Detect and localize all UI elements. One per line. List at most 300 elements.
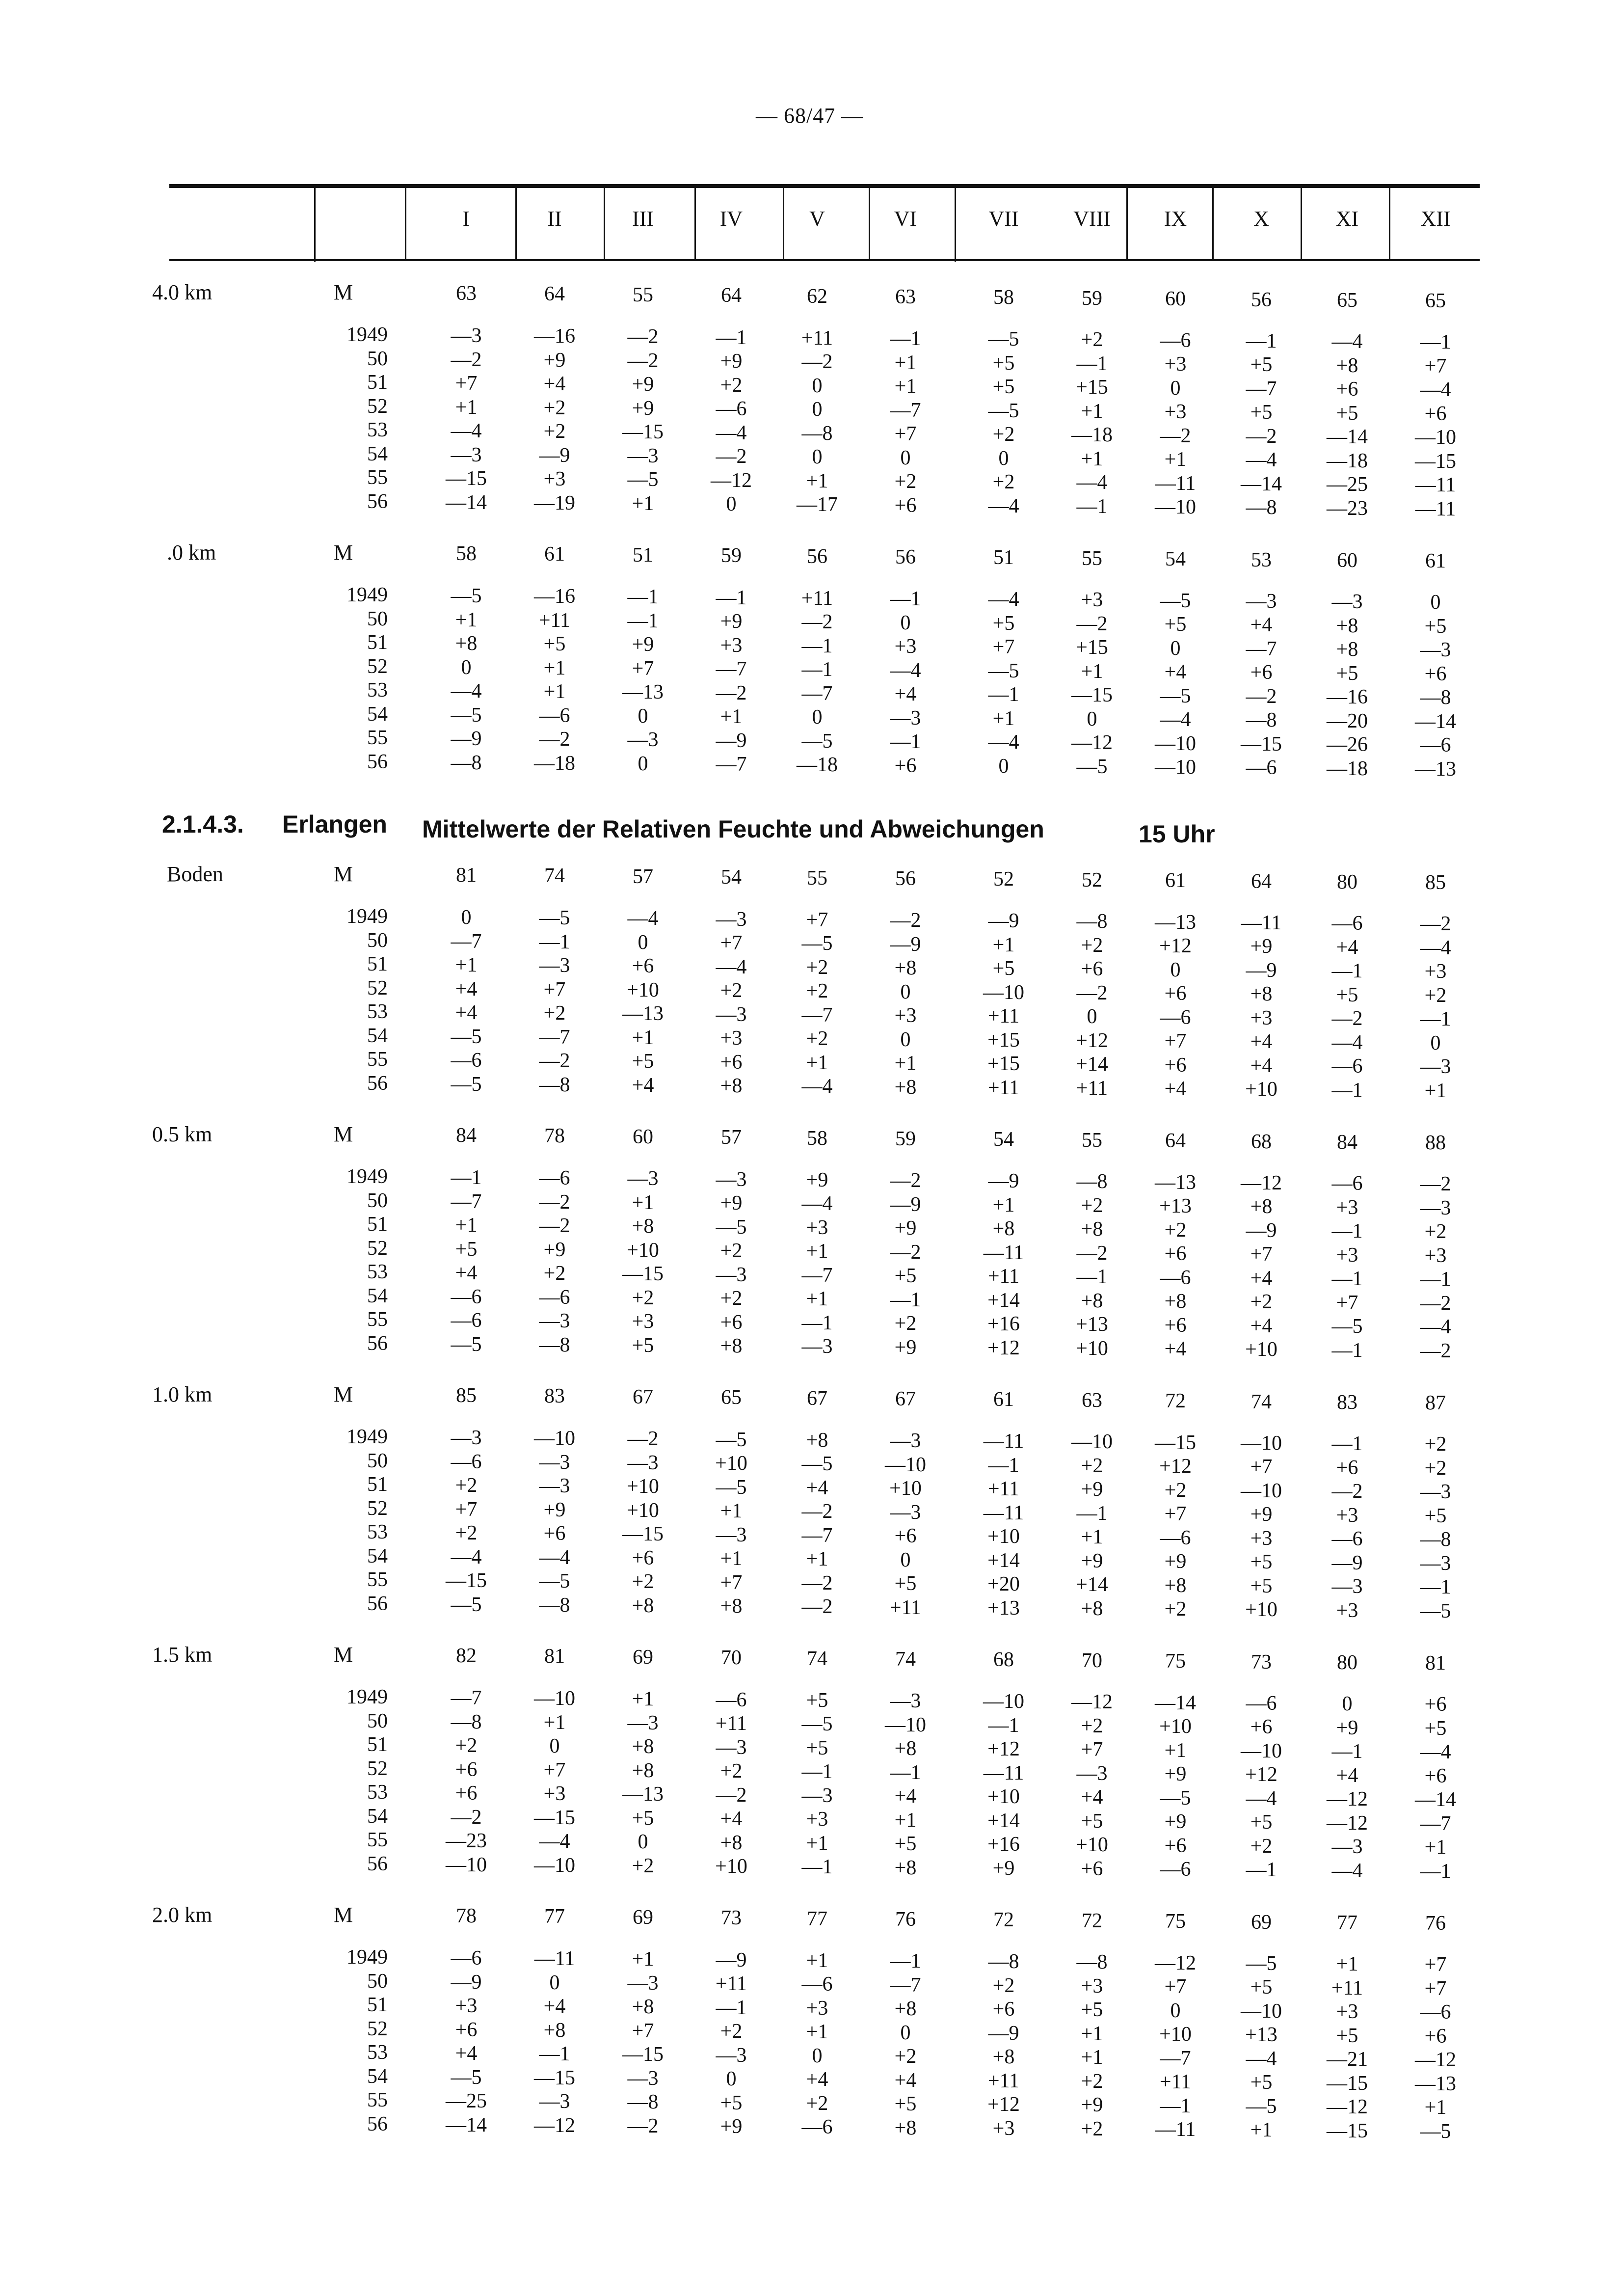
deviation-cell: —14: [1241, 472, 1282, 495]
deviation-cell: —11: [1155, 472, 1196, 495]
deviation-cell: +2: [1424, 984, 1447, 1007]
deviation-cell: +12: [987, 1738, 1020, 1761]
deviation-cell: —14: [1155, 1691, 1196, 1714]
year-label: 1949: [346, 324, 388, 346]
deviation-cell: +5: [894, 1265, 917, 1287]
deviation-cell: 0: [1342, 1693, 1353, 1715]
deviation-cell: +7: [455, 1498, 478, 1521]
deviation-cell: —26: [1327, 733, 1368, 756]
deviation-cell: +4: [1250, 1267, 1273, 1290]
deviation-cell: —3: [716, 908, 747, 931]
deviation-cell: —1: [1331, 1339, 1363, 1362]
deviation-cell: —5: [451, 703, 482, 727]
deviation-cell: —5: [988, 659, 1019, 682]
deviation-cell: —2: [801, 1595, 833, 1619]
deviation-cell: —5: [801, 1713, 833, 1736]
deviation-cell: +8: [1081, 1218, 1103, 1241]
deviation-cell: +15: [1076, 376, 1108, 399]
deviation-cell: +2: [543, 1002, 566, 1025]
deviation-cell: —5: [988, 328, 1019, 351]
deviation-cell: —9: [716, 1948, 747, 1972]
deviation-cell: —6: [451, 1450, 482, 1473]
deviation-cell: +9: [543, 1498, 566, 1521]
deviation-cell: +9: [543, 349, 566, 372]
deviation-cell: —6: [451, 1309, 482, 1332]
deviation-cell: —7: [1160, 2047, 1191, 2070]
deviation-cell: —11: [534, 1947, 575, 1971]
deviation-cell: +2: [894, 2045, 917, 2068]
year-label: 50: [367, 607, 388, 630]
deviation-cell: +6: [720, 1051, 743, 1074]
month-header: XI: [1335, 207, 1359, 231]
deviation-cell: —3: [451, 1427, 482, 1449]
deviation-cell: —11: [983, 1430, 1024, 1453]
month-header: X: [1253, 207, 1269, 231]
deviation-cell: +8: [632, 1215, 654, 1238]
mean-value: 68: [993, 1648, 1014, 1672]
deviation-cell: —2: [1420, 1173, 1451, 1196]
deviation-cell: —16: [534, 585, 575, 608]
deviation-cell: +9: [632, 633, 654, 656]
deviation-cell: 0: [900, 980, 911, 1003]
deviation-cell: —3: [1076, 1762, 1108, 1785]
month-header: VII: [988, 207, 1019, 231]
deviation-cell: 0: [998, 755, 1009, 778]
mean-value: 63: [456, 282, 477, 305]
year-label: 51: [367, 1213, 388, 1236]
deviation-cell: —3: [627, 444, 659, 467]
mean-value: 84: [1337, 1131, 1357, 1154]
deviation-cell: +3: [1424, 1244, 1447, 1267]
deviation-cell: +5: [1424, 615, 1447, 638]
deviation-cell: +9: [1081, 2094, 1103, 2117]
deviation-cell: —3: [539, 954, 570, 977]
deviation-cell: +4: [455, 1262, 478, 1284]
deviation-cell: —5: [801, 1453, 833, 1476]
deviation-cell: +8: [1336, 354, 1358, 377]
deviation-cell: +11: [1076, 1077, 1108, 1100]
deviation-cell: +9: [894, 1217, 917, 1240]
deviation-cell: —8: [1076, 1951, 1108, 1974]
deviation-cell: +5: [894, 1833, 917, 1855]
deviation-cell: +11: [1331, 1976, 1363, 1999]
deviation-cell: +16: [987, 1313, 1020, 1336]
deviation-cell: —4: [716, 955, 747, 978]
deviation-cell: +4: [1250, 1054, 1273, 1077]
deviation-cell: —1: [1420, 331, 1451, 354]
deviation-cell: —5: [1160, 684, 1191, 707]
deviation-cell: +2: [1424, 1433, 1447, 1456]
deviation-cell: —2: [716, 445, 747, 468]
deviation-cell: —12: [1327, 2096, 1368, 2118]
deviation-cell: 0: [638, 704, 648, 728]
deviation-cell: —6: [801, 2116, 833, 2139]
deviation-cell: +5: [1250, 401, 1273, 424]
deviation-cell: —13: [1155, 911, 1196, 934]
deviation-cell: +5: [1250, 353, 1273, 377]
deviation-cell: +2: [1164, 1598, 1187, 1621]
deviation-cell: —13: [622, 1002, 664, 1026]
deviation-cell: +5: [894, 1572, 917, 1595]
deviation-cell: —1: [1246, 1859, 1277, 1882]
deviation-cell: +3: [1081, 589, 1103, 612]
mean-value: 67: [895, 1388, 916, 1410]
deviation-cell: —8: [1420, 686, 1451, 709]
deviation-cell: +9: [806, 1168, 828, 1191]
mean-value: 88: [1425, 1132, 1446, 1155]
deviation-cell: +1: [806, 1240, 828, 1263]
deviation-cell: +8: [720, 1831, 743, 1854]
deviation-cell: +1: [992, 933, 1015, 956]
deviation-cell: —1: [1331, 1079, 1363, 1102]
deviation-cell: +8: [1081, 1289, 1103, 1312]
deviation-cell: 0: [1087, 1005, 1097, 1028]
deviation-cell: —5: [1420, 2120, 1451, 2143]
deviation-cell: +10: [1076, 1834, 1108, 1857]
deviation-cell: —5: [539, 1570, 570, 1593]
header-column-rule: [1389, 188, 1390, 259]
deviation-cell: —15: [1415, 450, 1456, 473]
deviation-cell: +12: [987, 2093, 1020, 2116]
deviation-cell: —1: [801, 1856, 833, 1879]
mean-value: 83: [1337, 1391, 1357, 1414]
deviation-cell: +3: [632, 1310, 654, 1333]
deviation-cell: —12: [534, 2114, 575, 2137]
mean-value: 55: [1082, 547, 1102, 570]
deviation-cell: +1: [992, 707, 1015, 730]
deviation-cell: 0: [812, 2044, 823, 2067]
deviation-cell: +3: [543, 1783, 566, 1806]
mean-value: 84: [456, 1124, 477, 1147]
mean-value: 67: [633, 1385, 653, 1408]
mean-value: 81: [456, 864, 477, 887]
deviation-cell: +8: [894, 1998, 917, 2020]
deviation-cell: +1: [632, 1191, 654, 1214]
deviation-cell: +2: [992, 1974, 1015, 1997]
deviation-cell: +4: [455, 2042, 478, 2065]
deviation-cell: —3: [451, 443, 482, 466]
header-column-rule: [405, 188, 406, 259]
deviation-cell: +11: [1159, 2071, 1192, 2094]
mean-value: 63: [895, 286, 916, 308]
deviation-cell: —1: [890, 327, 921, 350]
deviation-cell: +8: [1250, 1195, 1273, 1218]
year-label: 54: [367, 2065, 388, 2088]
deviation-cell: —13: [1415, 757, 1456, 781]
deviation-cell: —10: [534, 1854, 575, 1877]
mean-value: 55: [1082, 1129, 1102, 1152]
deviation-cell: +3: [543, 468, 566, 491]
deviation-cell: +2: [1081, 1194, 1103, 1217]
month-header: IV: [719, 207, 743, 231]
mean-value: 61: [544, 543, 565, 566]
month-header: V: [809, 207, 825, 231]
deviation-cell: +1: [1081, 447, 1103, 470]
deviation-cell: +2: [1164, 1218, 1187, 1242]
mean-value: 54: [721, 866, 742, 889]
deviation-cell: —2: [1246, 685, 1277, 708]
deviation-cell: —6: [1246, 1692, 1277, 1715]
deviation-cell: —23: [446, 1830, 487, 1852]
deviation-cell: —11: [1241, 911, 1282, 934]
mean-value: 87: [1425, 1392, 1446, 1415]
deviation-cell: —6: [716, 398, 747, 421]
deviation-cell: —2: [627, 1428, 659, 1451]
deviation-cell: —9: [988, 910, 1019, 933]
deviation-cell: 0: [900, 2021, 911, 2044]
deviation-cell: +3: [720, 1027, 743, 1050]
deviation-cell: +3: [806, 1216, 828, 1239]
deviation-cell: —18: [534, 752, 575, 775]
deviation-cell: +1: [455, 954, 478, 976]
deviation-cell: —3: [1420, 1481, 1451, 1504]
mean-value: 56: [1251, 288, 1272, 311]
deviation-cell: —4: [988, 588, 1019, 611]
deviation-cell: +10: [627, 1475, 659, 1498]
deviation-cell: +2: [455, 1474, 478, 1497]
deviation-cell: +8: [894, 1856, 917, 1879]
deviation-cell: —7: [716, 658, 747, 681]
altitude-label: 2.0 km: [152, 1903, 213, 1927]
deviation-cell: +3: [806, 1808, 828, 1831]
year-label: 54: [367, 1284, 388, 1307]
deviation-cell: —11: [983, 1761, 1024, 1784]
month-header: XII: [1420, 207, 1451, 231]
deviation-cell: —1: [539, 2043, 570, 2066]
deviation-cell: —15: [1071, 684, 1113, 707]
deviation-cell: 0: [726, 493, 737, 516]
deviation-cell: +1: [632, 1688, 654, 1711]
mean-value: 59: [895, 1128, 916, 1150]
deviation-cell: —6: [1160, 329, 1191, 352]
deviation-cell: —15: [622, 1523, 664, 1546]
deviation-cell: +5: [1250, 1976, 1273, 1999]
year-label: 55: [367, 1829, 388, 1851]
deviation-cell: +4: [1081, 1786, 1103, 1809]
mean-value: 70: [1082, 1649, 1102, 1672]
deviation-cell: +9: [720, 2115, 743, 2138]
year-label: 51: [367, 953, 388, 975]
year-label: 52: [367, 1237, 388, 1260]
deviation-cell: —5: [1246, 2095, 1277, 2118]
deviation-cell: +2: [1081, 934, 1103, 957]
deviation-cell: +10: [1159, 1715, 1192, 1738]
year-label: 1949: [346, 905, 388, 928]
deviation-cell: +5: [992, 376, 1015, 399]
deviation-cell: —19: [534, 491, 575, 514]
year-label: 52: [367, 395, 388, 418]
deviation-cell: +5: [1250, 1811, 1273, 1834]
deviation-cell: +1: [894, 1809, 917, 1832]
deviation-cell: +5: [1424, 1717, 1447, 1740]
deviation-cell: —2: [1160, 424, 1191, 447]
deviation-cell: +6: [1164, 1053, 1187, 1077]
deviation-cell: —5: [1160, 1786, 1191, 1810]
mean-value: 52: [1082, 868, 1102, 891]
year-label: 56: [367, 1332, 388, 1355]
deviation-cell: +16: [987, 1833, 1020, 1856]
month-header: II: [547, 207, 562, 231]
mean-value: 65: [1425, 290, 1446, 313]
deviation-cell: +6: [455, 1758, 478, 1781]
year-label: 51: [367, 631, 388, 654]
deviation-cell: 0: [726, 2068, 737, 2091]
deviation-cell: —1: [1331, 960, 1363, 982]
deviation-cell: +9: [720, 350, 743, 373]
deviation-cell: +1: [1424, 1079, 1447, 1102]
deviation-cell: —15: [1327, 2119, 1368, 2142]
section-title: Mittelwerte der Relativen Feuchte und Abweichungen: [422, 815, 1044, 843]
deviation-cell: —3: [890, 706, 921, 729]
deviation-cell: —3: [627, 1167, 659, 1190]
deviation-cell: —4: [988, 731, 1019, 754]
mean-value: 59: [721, 544, 742, 567]
mean-value: 76: [895, 1908, 916, 1931]
mean-value: 75: [1165, 1910, 1186, 1933]
year-label: 53: [367, 419, 388, 441]
year-label: 56: [367, 1072, 388, 1095]
deviation-cell: +8: [720, 1595, 743, 1618]
deviation-cell: —2: [716, 1783, 747, 1807]
deviation-cell: —2: [1246, 425, 1277, 448]
deviation-cell: +3: [894, 635, 917, 658]
deviation-cell: —23: [1327, 497, 1368, 520]
deviation-cell: +12: [1245, 1763, 1277, 1786]
deviation-cell: —12: [1071, 731, 1113, 755]
deviation-cell: +2: [720, 1287, 743, 1310]
altitude-label: 0.5 km: [152, 1122, 213, 1146]
deviation-cell: +1: [632, 1026, 654, 1049]
deviation-cell: —6: [451, 1947, 482, 1970]
deviation-cell: —6: [1160, 1858, 1191, 1881]
deviation-cell: +5: [1164, 613, 1187, 636]
year-label: 53: [367, 679, 388, 702]
year-label: 51: [367, 1994, 388, 2016]
deviation-cell: —2: [539, 1215, 570, 1238]
mean-value: 81: [544, 1645, 565, 1668]
deviation-cell: —2: [627, 325, 659, 349]
year-label: 54: [367, 1805, 388, 1828]
deviation-cell: —13: [1155, 1171, 1196, 1194]
deviation-cell: +10: [715, 1452, 747, 1475]
deviation-cell: +6: [1424, 662, 1447, 685]
deviation-cell: —3: [539, 2090, 570, 2113]
year-label: 53: [367, 1000, 388, 1023]
deviation-cell: +2: [1081, 1454, 1103, 1477]
deviation-cell: +8: [543, 2019, 566, 2042]
deviation-cell: —11: [1155, 2118, 1196, 2141]
deviation-cell: +4: [894, 683, 917, 705]
deviation-cell: +1: [632, 492, 654, 515]
deviation-cell: —12: [1155, 1951, 1196, 1974]
deviation-cell: —2: [890, 909, 921, 932]
mean-value: 80: [1337, 1651, 1357, 1674]
deviation-cell: —15: [1327, 2072, 1368, 2095]
year-label: 52: [367, 976, 388, 999]
mean-value: 60: [1337, 549, 1357, 572]
deviation-cell: +2: [992, 471, 1015, 494]
deviation-cell: —3: [627, 1711, 659, 1734]
deviation-cell: 0: [812, 706, 823, 729]
deviation-cell: —8: [1076, 1170, 1108, 1193]
deviation-cell: +6: [1424, 1764, 1447, 1787]
deviation-cell: —5: [451, 1025, 482, 1048]
deviation-cell: +1: [1424, 1836, 1447, 1859]
deviation-cell: +11: [987, 1265, 1020, 1288]
deviation-cell: +3: [455, 1995, 478, 2017]
deviation-cell: —16: [1327, 686, 1368, 708]
deviation-cell: —10: [1155, 732, 1196, 755]
year-label: 51: [367, 1733, 388, 1756]
year-label: 55: [367, 2089, 388, 2111]
deviation-cell: +4: [894, 2069, 917, 2092]
deviation-cell: +7: [1250, 1243, 1273, 1266]
deviation-cell: —7: [1420, 1812, 1451, 1835]
deviation-cell: —10: [1241, 1739, 1282, 1762]
deviation-cell: +12: [1159, 935, 1192, 958]
deviation-cell: +5: [1081, 1999, 1103, 2022]
deviation-cell: —3: [1331, 1836, 1363, 1858]
deviation-cell: —5: [451, 585, 482, 607]
deviation-cell: +7: [1164, 1030, 1187, 1053]
deviation-cell: +1: [806, 1548, 828, 1571]
deviation-cell: —18: [1327, 449, 1368, 472]
deviation-cell: —8: [451, 751, 482, 774]
deviation-cell: +2: [720, 979, 743, 1002]
deviation-cell: —1: [890, 730, 921, 753]
deviation-cell: —8: [539, 1333, 570, 1356]
mean-value: 64: [1251, 870, 1272, 893]
year-label: 54: [367, 442, 388, 465]
deviation-cell: —1: [801, 658, 833, 681]
section-number: 2.1.4.3.: [162, 810, 244, 838]
deviation-cell: —1: [1331, 1268, 1363, 1290]
deviation-cell: +4: [455, 977, 478, 1000]
deviation-cell: —2: [890, 1169, 921, 1192]
deviation-cell: —13: [622, 681, 664, 704]
header-column-rule: [955, 188, 956, 262]
deviation-cell: —2: [1420, 1339, 1451, 1362]
mean-value: 75: [1165, 1650, 1186, 1673]
deviation-cell: —25: [1327, 473, 1368, 496]
deviation-cell: —1: [1420, 1008, 1451, 1031]
deviation-cell: 0: [812, 446, 823, 469]
deviation-cell: —8: [627, 2091, 659, 2114]
deviation-cell: —1: [801, 1760, 833, 1783]
deviation-cell: —10: [534, 1427, 575, 1450]
year-label: 55: [367, 1568, 388, 1591]
deviation-cell: —15: [534, 2066, 575, 2089]
deviation-cell: —15: [1241, 732, 1282, 756]
deviation-cell: +11: [801, 587, 833, 610]
deviation-cell: 0: [638, 752, 648, 775]
deviation-cell: —4: [539, 1830, 570, 1853]
deviation-cell: +5: [894, 2093, 917, 2115]
deviation-cell: +6: [632, 1546, 654, 1569]
deviation-cell: —6: [1246, 756, 1277, 780]
deviation-cell: +2: [632, 1570, 654, 1594]
mean-value: 70: [721, 1647, 742, 1670]
deviation-cell: +10: [889, 1477, 922, 1500]
year-label: 55: [367, 1048, 388, 1071]
deviation-cell: —4: [1420, 378, 1451, 402]
deviation-cell: +5: [632, 1334, 654, 1357]
deviation-cell: —10: [885, 1453, 926, 1476]
deviation-cell: —1: [801, 1311, 833, 1334]
month-header: IX: [1164, 207, 1187, 231]
deviation-cell: +3: [1250, 1006, 1273, 1029]
deviation-cell: —1: [1331, 1432, 1363, 1455]
